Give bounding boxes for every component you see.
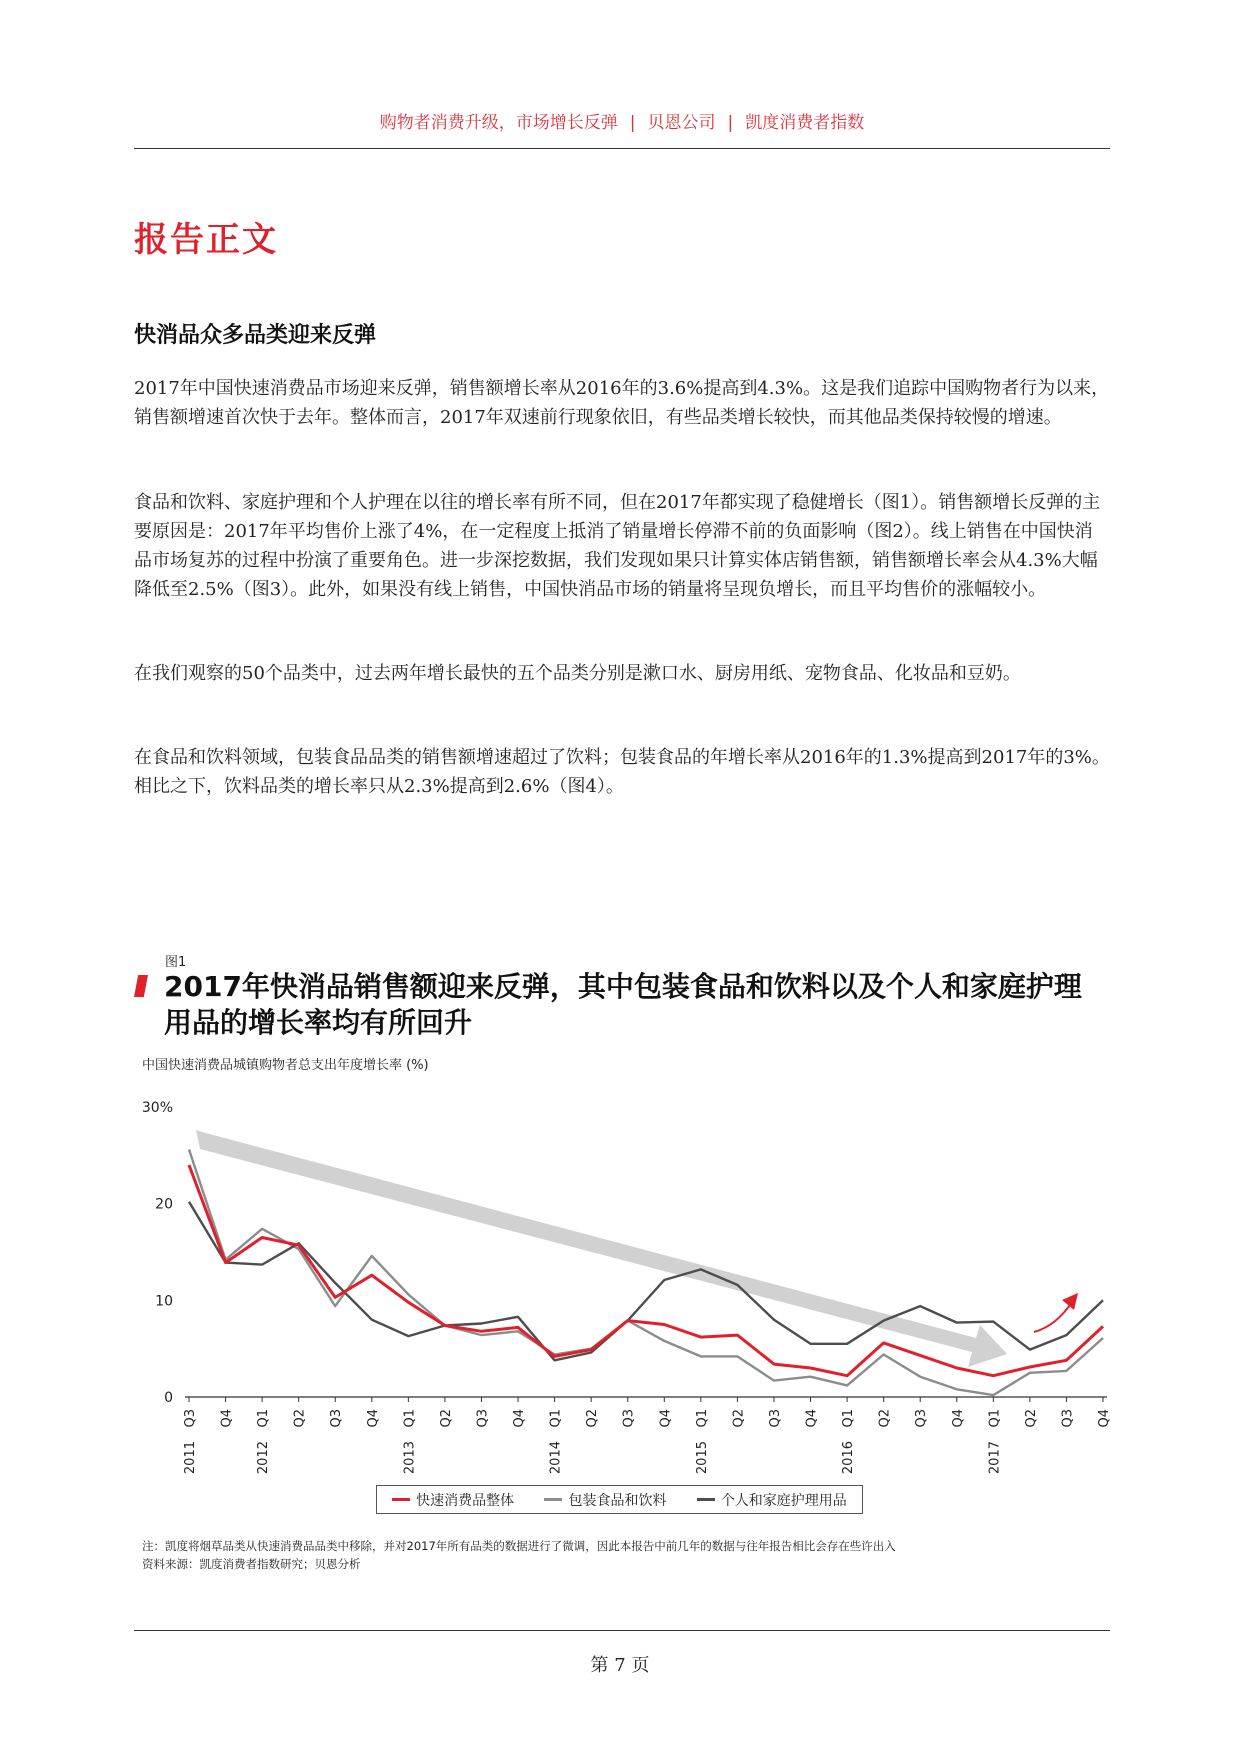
x-tick-label: Q3 bbox=[1060, 1409, 1076, 1428]
x-tick-label: Q4 bbox=[658, 1409, 674, 1428]
x-tick-year-label: 2011 bbox=[183, 1441, 198, 1475]
paragraph-4: 在食品和饮料领域，包装食品品类的销售额增速超过了饮料；包装食品的年增长率从2016年的1.3%提高到2017年的3%。相比之下，饮料品类的增长率只从2.3%提高到2.6%（图4）。 bbox=[134, 747, 1110, 797]
x-tick-year-label: 2016 bbox=[841, 1441, 857, 1475]
x-tick-label: Q2 bbox=[292, 1409, 308, 1428]
paragraph-3: 在我们观察的50个品类中，过去两年增长最快的五个品类分别是漱口水、厨房用纸、宠物食品、化妆品和豆奶。 bbox=[134, 663, 1021, 684]
y-tick-label: 0 bbox=[164, 1390, 173, 1406]
x-tick-label: Q3 bbox=[621, 1409, 637, 1428]
legend-swatch bbox=[697, 1498, 715, 1501]
x-tick-label: Q4 bbox=[219, 1409, 235, 1428]
x-tick-label: Q1 bbox=[987, 1409, 1003, 1428]
x-tick-label: Q4 bbox=[1097, 1409, 1112, 1428]
paragraph-2: 食品和饮料、家庭护理和个人护理在以往的增长率有所不同，但在2017年都实现了稳健增长（图1）。销售额增长反弹的主要原因是：2017年平均售价上涨了4%，在一定程度上抵消了销量增长停滞不前的负面影响（图2）。线上销售在中国快消品市场复苏的过程中扮演了重要角色。进一步深挖数据，我们发现如果只计算实体店销售额，销售额增长率会从4.3%大幅降低至2.5%（图3）。此外，如果没有线上销售，中国快消品市场的销量将呈现负增长，而且平均售价的涨幅较小。 bbox=[134, 492, 1101, 600]
legend-item bbox=[392, 1490, 514, 1510]
x-tick-label: Q4 bbox=[512, 1409, 528, 1428]
legend-swatch bbox=[544, 1498, 562, 1501]
figure-source: 资料来源：凯度消费者指数研究；贝恩分析 bbox=[142, 1557, 361, 1571]
x-tick-label: Q4 bbox=[365, 1409, 381, 1428]
x-tick-label: Q2 bbox=[1023, 1409, 1039, 1428]
figure-note: 注：凯度将烟草品类从快速消费品品类中移除，并对2017年所有品类的数据进行了微调，因此本报告中前几年的数据与往年报告相比会存在些许出入 bbox=[142, 1539, 896, 1553]
upturn-arrow-annotation bbox=[1034, 1302, 1072, 1332]
x-tick-label: Q3 bbox=[767, 1409, 783, 1428]
header-separator: | bbox=[727, 113, 734, 133]
legend-label: 个人和家庭护理用品 bbox=[720, 1492, 847, 1509]
legend-swatch bbox=[392, 1498, 410, 1501]
x-tick-label: Q3 bbox=[914, 1409, 930, 1428]
x-tick-label: Q2 bbox=[877, 1409, 893, 1428]
y-tick-label: 30% bbox=[141, 1100, 173, 1116]
header-report-title: 购物者消费升级，市场增长反弹 bbox=[379, 113, 618, 133]
trend-arrow-annotation bbox=[196, 1130, 1007, 1367]
page-number: 第 7 页 bbox=[590, 1655, 650, 1676]
figure-label: 图1 bbox=[165, 955, 187, 970]
x-tick-label: Q3 bbox=[183, 1409, 198, 1428]
y-tick-label: 20 bbox=[155, 1196, 173, 1213]
x-tick-label: Q1 bbox=[256, 1409, 272, 1428]
x-tick-label: Q1 bbox=[402, 1409, 418, 1428]
x-tick-label: Q2 bbox=[585, 1409, 601, 1428]
legend-label: 包装食品和饮料 bbox=[568, 1492, 667, 1509]
x-tick-year-label: 2014 bbox=[548, 1441, 564, 1475]
x-tick-label: Q4 bbox=[804, 1409, 820, 1428]
x-tick-label: Q3 bbox=[329, 1409, 345, 1428]
header-separator: | bbox=[629, 113, 636, 133]
x-tick-year-label: 2015 bbox=[694, 1441, 710, 1475]
y-tick-label: 10 bbox=[155, 1293, 173, 1310]
footer-rule bbox=[134, 1630, 1110, 1631]
chart-subtitle: 中国快速消费品城镇购物者总支出年度增长率 (%) bbox=[142, 1058, 429, 1073]
x-tick-label: Q1 bbox=[548, 1409, 564, 1428]
x-tick-year-label: 2013 bbox=[402, 1441, 418, 1475]
x-tick-label: Q1 bbox=[694, 1409, 710, 1428]
page-title: 报告正文 bbox=[134, 220, 278, 260]
x-tick-year-label: 2012 bbox=[256, 1441, 272, 1475]
legend-label: 快速消费品整体 bbox=[416, 1492, 515, 1509]
x-tick-label: Q1 bbox=[841, 1409, 857, 1428]
header-partner: 凯度消费者指数 bbox=[745, 113, 865, 133]
figure-title: 2017年快消品销售额迎来反弹，其中包装食品和饮料以及个人和家庭护理用品的增长率均有所回升 bbox=[164, 970, 1082, 1039]
upturn-arrow-head bbox=[1062, 1293, 1078, 1310]
chart-legend bbox=[376, 1485, 863, 1514]
legend-item bbox=[697, 1490, 847, 1510]
x-tick-year-label: 2017 bbox=[987, 1441, 1003, 1475]
header-company: 贝恩公司 bbox=[647, 113, 716, 133]
paragraph-1: 2017年中国快速消费品市场迎来反弹，销售额增长率从2016年的3.6%提高到4.3%。这是我们追踪中国购物者行为以来，销售额增速首次快于去年。整体而言，2017年双速前行现象依旧，有些品类增长较快，而其他品类保持较慢的增速。 bbox=[134, 378, 1110, 428]
x-tick-label: Q4 bbox=[950, 1409, 966, 1428]
x-tick-label: Q3 bbox=[475, 1409, 491, 1428]
section-heading: 快消品众多品类迎来反弹 bbox=[134, 323, 377, 348]
x-tick-label: Q2 bbox=[731, 1409, 747, 1428]
x-tick-label: Q2 bbox=[438, 1409, 454, 1428]
legend-item bbox=[544, 1490, 666, 1510]
